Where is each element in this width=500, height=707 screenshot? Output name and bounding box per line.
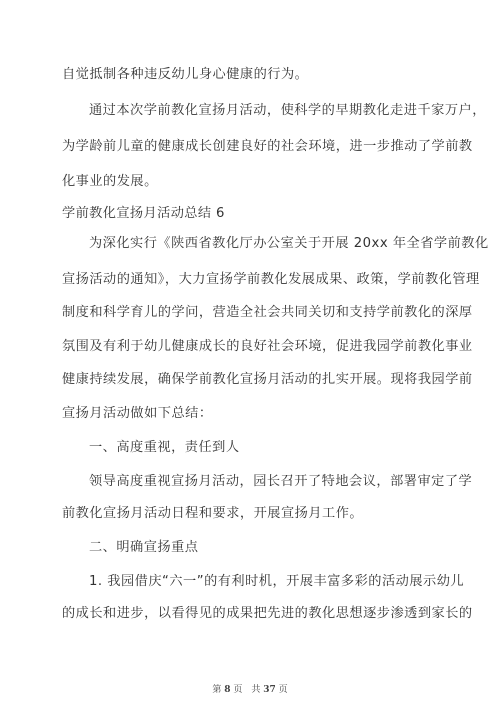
section-heading: 学前教化宣扬月活动总结 6 bbox=[62, 206, 225, 221]
subheading-line: 二、明确宣扬重点 bbox=[89, 540, 199, 555]
paragraph-line: 前教化宣扬月活动日程和要求，开展宣扬月工作。 bbox=[62, 506, 364, 521]
paragraph-line: 通过本次学前教化宣扬月活动，使科学的早期教化走进千家万户， bbox=[89, 103, 486, 118]
subheading-line: 一、高度重视，责任到人 bbox=[89, 440, 240, 455]
paragraph-line: 为深化实行《陕西省教化厅办公室关于开展 20xx 年全省学前教化 bbox=[89, 236, 489, 251]
paragraph-line: 制度和科学育儿的学问，营造全社会共同关切和支持学前教化的深厚 bbox=[62, 305, 473, 320]
paragraph-line: 宣扬活动的通知》，大力宣扬学前教化发展成果、政策，学前教化管理 bbox=[62, 272, 480, 287]
total-page-number: 37 bbox=[263, 685, 276, 695]
footer-middle: 页 共 bbox=[233, 685, 261, 695]
current-page-number: 8 bbox=[224, 685, 231, 695]
paragraph-line: 自觉抵制各种违反幼儿身心健康的行为。 bbox=[62, 67, 309, 82]
footer-suffix: 页 bbox=[278, 685, 288, 695]
paragraph-line: 为学龄前儿童的健康成长创建良好的社会环境，进一步推动了学前教 bbox=[62, 139, 473, 154]
footer-prefix: 第 bbox=[212, 685, 222, 695]
paragraph-line: 1. 我园借庆“六一”的有利时机，开展丰富多彩的活动展示幼儿 bbox=[89, 574, 465, 589]
paragraph-line: 领导高度重视宣扬月活动，园长召开了特地会议，部署审定了学 bbox=[89, 474, 473, 489]
paragraph-line: 化事业的发展。 bbox=[62, 174, 158, 189]
paragraph-line: 健康持续发展，确保学前教化宣扬月活动的扎实开展。现将我园学前 bbox=[62, 372, 473, 387]
paragraph-line: 的成长和进步，以看得见的成果把先进的教化思想逐步渗透到家长的 bbox=[62, 606, 473, 621]
paragraph-line: 宣扬月活动做如下总结： bbox=[62, 406, 213, 421]
page-footer bbox=[0, 682, 500, 695]
paragraph-line: 氛围及有利于幼儿健康成长的良好社会环境，促进我园学前教化事业 bbox=[62, 339, 473, 354]
